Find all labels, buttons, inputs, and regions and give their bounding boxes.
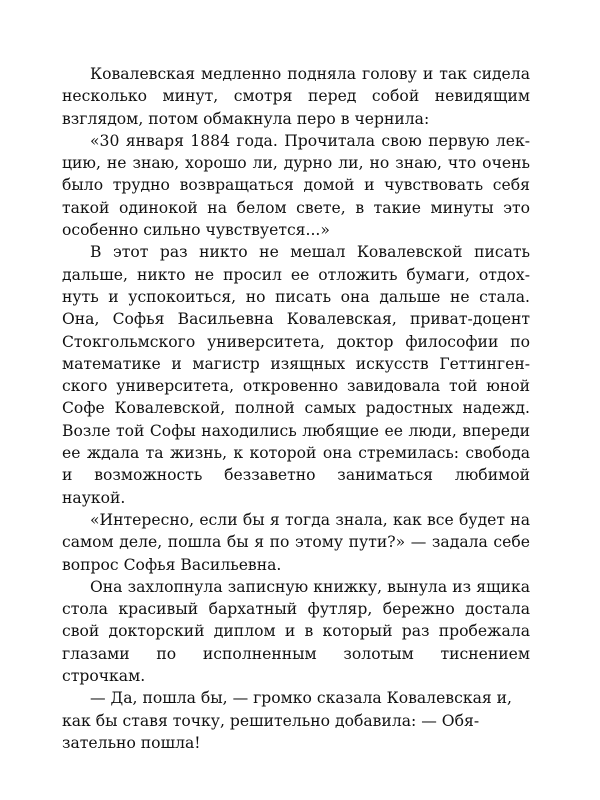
book-page-text bbox=[62, 63, 530, 754]
paragraph-6: — Да, пошла бы, — громко сказала Ковалевская и, как бы ставя точку, решительно добавила: — Обязательно пошла! bbox=[62, 689, 513, 752]
paragraph-1: Ковалевская медленно подняла голову и так сидела несколько минут, смотря перед собой невидящим взглядом, потом обмакнула перо в чернила: bbox=[62, 65, 530, 128]
paragraph-4: «Интересно, если бы я тогда знала, как все будет на самом деле, пошла бы я по этому пути?» — задала себе вопрос Софья Васильевна. bbox=[62, 510, 530, 574]
paragraph-2: «30 января 1884 года. Прочитала свою первую лекцию, не знаю, хорошо ли, дурно ли, но знаю, что очень было трудно возвращаться домой и чувствовать себя такой одинокой на белом свете, в такие минуты это особенно сильно чувствуется...» bbox=[62, 131, 530, 240]
paragraph-5: Она захлопнула записную книжку, вынула из ящика стола красивый бархатный футляр, бережно достала свой докторский диплом и в который раз пробежала глазами по исполненным золотым тиснением строчкам. bbox=[62, 577, 530, 686]
paragraph-3: В этот раз никто не мешал Ковалевской писать дальше, никто не просил ее отложить бумаги, отдохнуть и успокоиться, но писать она дальше не стала. Она, Софья Васильевна Ковалевская, приват-доцент Стокгольмского университета, доктор философии по математике и магистр изящных искусств Геттингенского университета, откровенно завидовала той юной Софе Ковалевской, полной самых радостных надежд. Возле той Софы находились любящие ее люди, впереди ее ждала та жизнь, к которой она стремилась: свобода и возможность беззаветно заниматься любимой наукой. bbox=[62, 243, 530, 507]
